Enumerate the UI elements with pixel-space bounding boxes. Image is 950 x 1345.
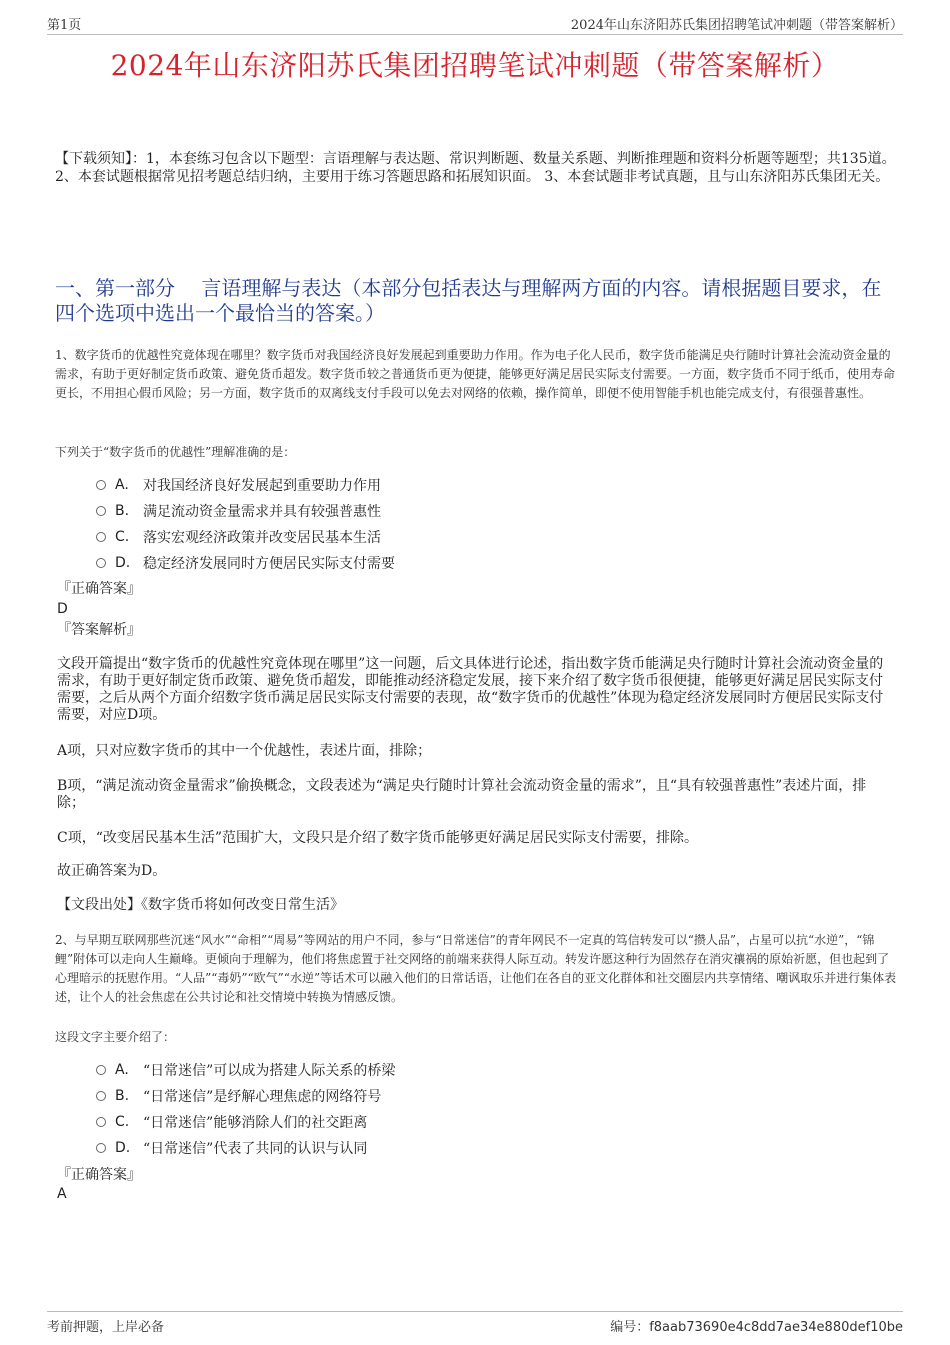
radio-icon[interactable]	[96, 1065, 106, 1075]
option-letter: D.	[115, 1140, 131, 1156]
question-1-conclusion: 故正确答案为D。	[57, 863, 167, 879]
radio-icon[interactable]	[96, 1091, 106, 1101]
option-letter: A.	[115, 477, 129, 493]
option-text: “日常迷信”是纾解心理焦虑的网络符号	[143, 1089, 382, 1105]
question-2-option-d[interactable]	[96, 1135, 395, 1161]
question-2-text: 2、与早期互联网那些沉迷“风水”“命相”“周易”等网站的用户不同，参与“日常迷信”的青年网民不一定真的笃信转发可以“攒人品”，占星可以抗“水逆”，“锦鲤”附体可以走向人生巅峰。更倾向于理解为，他们将焦虑置于社交网络的前端来获得人际互动。转发许愿这种行为固然存在消灾禳祸的原始祈愿，但也起到了心理暗示的抚慰作用。“人品”“毒奶”“欧气”“水逆”等话术可以融入他们的日常话语，让他们在各自的亚文化群体和社交圈层内共享情绪、嘲讽取乐并进行集体表述，让个人的社会焦虑在公共讨论和社交情境中转换为情感反馈。	[55, 933, 897, 1004]
question-1-option-d[interactable]	[96, 550, 395, 576]
question-1-answer: D	[57, 601, 68, 617]
section-title: 一、第一部分 言语理解与表达（本部分包括表达与理解两方面的内容。请根据题目要求，在四个选项中选出一个最恰当的答案。）	[55, 276, 882, 325]
question-1-analysis-main: 文段开篇提出“数字货币的优越性究竟体现在哪里”这一问题，后文具体进行论述，指出数字货币能满足央行随时计算社会流动资金量的需求，有助于更好制定货币政策、避免货币超发，即能推动经济稳定发展，接下来介绍了数字货币很便捷，能够更好满足居民实际支付需要，之后从两个方面介绍数字货币满足居民实际支付需要的表现，故“数字货币的优越性”体现为稳定经济发展同时方便居民实际支付需要，对应D项。	[57, 656, 884, 723]
page-number: 第1页	[47, 18, 82, 33]
page-title: 2024年山东济阳苏氏集团招聘笔试冲刺题（带答案解析）	[110, 49, 840, 82]
question-1-analysis-c: C项，“改变居民基本生活”范围扩大，文段只是介绍了数字货币能够更好满足居民实际支付需要，排除。	[57, 830, 699, 846]
correct-answer-label: 『正确答案』	[57, 1167, 141, 1183]
header-doc-title: 2024年山东济阳苏氏集团招聘笔试冲刺题（带答案解析）	[570, 18, 903, 33]
download-notice: 【下载须知】：1，本套练习包含以下题型：言语理解与表达题、常识判断题、数量关系题、判断推理题和资料分析题等题型；共135道。 2、本套试题根据常见招考题总结归纳，主要用于练习答题思路和拓展知识面。 3、本套试题非考试真题，且与山东济阳苏氏集团无关。	[55, 151, 896, 185]
radio-icon[interactable]	[96, 532, 106, 542]
option-text: “日常迷信”代表了共同的认识与认同	[143, 1141, 368, 1157]
option-letter: B.	[115, 503, 130, 519]
question-1-options	[96, 472, 395, 576]
footer-code-label: 编号：	[610, 1320, 650, 1335]
radio-icon[interactable]	[96, 558, 106, 568]
correct-answer-label: 『正确答案』	[57, 581, 141, 597]
page-footer	[47, 1311, 903, 1335]
option-text: “日常迷信”可以成为搭建人际关系的桥梁	[143, 1063, 396, 1079]
question-1-text: 1、数字货币的优越性究竟体现在哪里？数字货币对我国经济良好发展起到重要助力作用。作为电子化人民币，数字货币能满足央行随时计算社会流动资金量的需求，有助于更好制定货币政策、避免货币超发。数字货币较之普通货币更为便捷，能够更好满足居民实际支付需要。一方面，数字货币不同于纸币，使用寿命更长，不用担心假币风险；另一方面，数字货币的双离线支付手段可以免去对网络的依赖，操作简单，即便不使用智能手机也能完成支付，有很强普惠性。	[55, 348, 896, 400]
question-2-answer: A	[57, 1186, 67, 1202]
footer-code-value: f8aab73690e4c8dd7ae34e880def10be	[649, 1320, 903, 1335]
option-letter: D.	[115, 555, 131, 571]
radio-icon[interactable]	[96, 480, 106, 490]
question-1-option-b[interactable]	[96, 498, 395, 524]
question-2-options	[96, 1057, 395, 1161]
option-letter: C.	[115, 529, 130, 545]
footer-slogan: 考前押题，上岸必备	[47, 1320, 165, 1335]
radio-icon[interactable]	[96, 1143, 106, 1153]
option-text: 满足流动资金量需求并具有较强普惠性	[143, 504, 381, 520]
radio-icon[interactable]	[96, 506, 106, 516]
question-1-prompt: 下列关于“数字货币的优越性”理解准确的是：	[55, 445, 296, 459]
option-text: “日常迷信”能够消除人们的社交距离	[143, 1115, 368, 1131]
radio-icon[interactable]	[96, 1117, 106, 1127]
question-2-option-b[interactable]	[96, 1083, 395, 1109]
page-header	[47, 14, 903, 35]
question-1-analysis-b: B项，“满足流动资金量需求”偷换概念，文段表述为“满足央行随时计算社会流动资金量的需求”，且“具有较强普惠性”表述片面，排除；	[57, 778, 867, 811]
option-letter: B.	[115, 1088, 130, 1104]
analysis-label: 『答案解析』	[57, 622, 141, 638]
option-letter: A.	[115, 1062, 129, 1078]
question-2-option-a[interactable]	[96, 1057, 395, 1083]
footer-code	[610, 1316, 903, 1335]
question-1-source: 【文段出处】《数字货币将如何改变日常生活》	[57, 897, 344, 913]
option-text: 对我国经济良好发展起到重要助力作用	[143, 478, 381, 494]
option-letter: C.	[115, 1114, 130, 1130]
question-2-prompt: 这段文字主要介绍了：	[55, 1030, 176, 1044]
question-1-analysis-a: A项，只对应数字货币的其中一个优越性，表述片面，排除；	[57, 743, 432, 759]
option-text: 落实宏观经济政策并改变居民基本生活	[143, 530, 381, 546]
question-1-option-c[interactable]	[96, 524, 395, 550]
question-1-option-a[interactable]	[96, 472, 395, 498]
question-2-option-c[interactable]	[96, 1109, 395, 1135]
option-text: 稳定经济发展同时方便居民实际支付需要	[143, 556, 395, 572]
